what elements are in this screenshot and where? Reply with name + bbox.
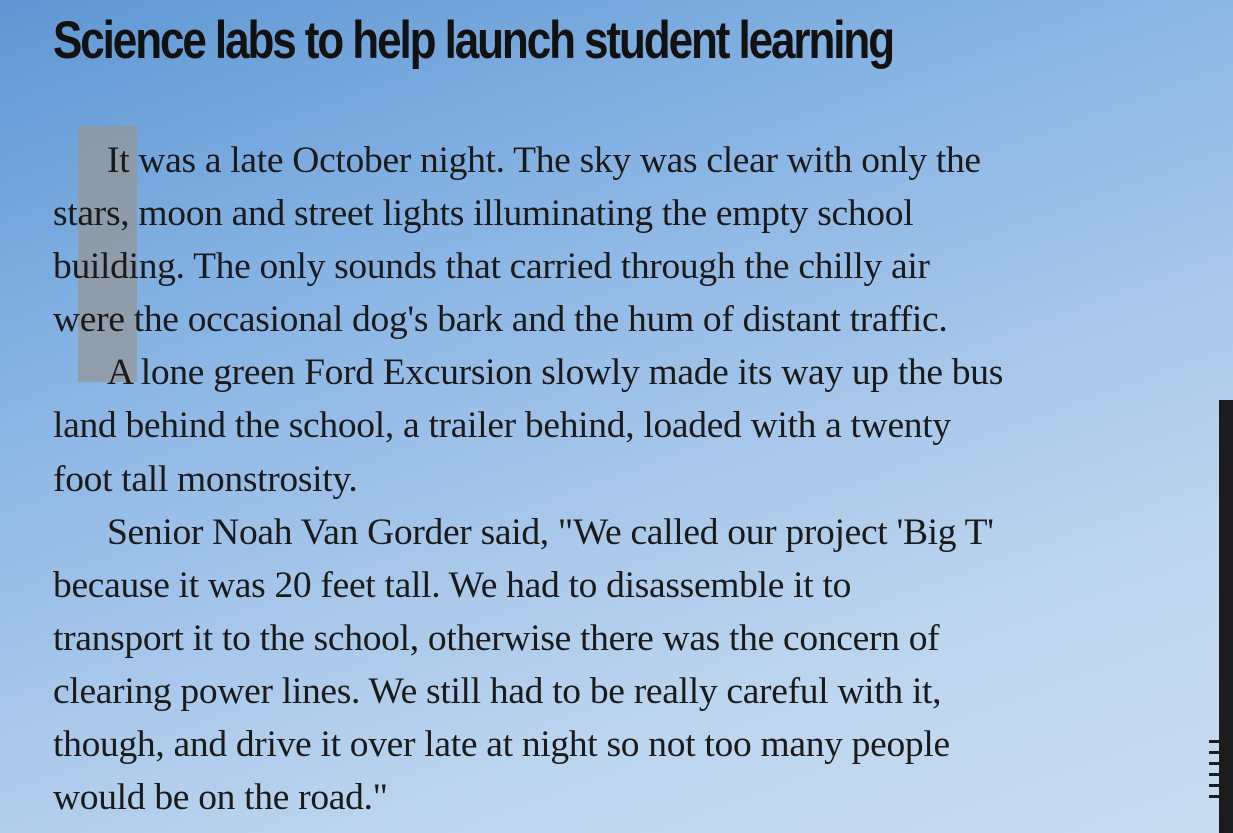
article-line: stars, moon and street lights illuminating the empty school — [53, 193, 914, 235]
page-edge-marks — [1209, 740, 1223, 820]
article-line: A lone green Ford Excursion slowly made its way up the bus — [107, 352, 1004, 394]
article-line: were the occasional dog's bark and the hum of distant traffic. — [53, 299, 948, 341]
article-line: land behind the school, a trailer behind, loaded with a twenty — [53, 405, 951, 447]
article-line: Senior Noah Van Gorder said, "We called our project 'Big T' — [107, 511, 994, 553]
article-line: clearing power lines. We still had to be really careful with it, — [53, 670, 942, 712]
article-body — [53, 134, 1223, 824]
article-headline: Science labs to help launch student learning — [53, 11, 894, 70]
article-line: transport it to the school, otherwise there was the concern of — [53, 617, 940, 659]
article-line: because it was 20 feet tall. We had to disassemble it to — [53, 564, 852, 606]
article-line: would be on the road." — [53, 777, 388, 819]
article-line: It was a late October night. The sky was clear with only the — [107, 140, 981, 181]
article-line: building. The only sounds that carried through the chilly air — [53, 246, 930, 288]
article-line: foot tall monstrosity. — [53, 458, 358, 500]
article-line: though, and drive it over late at night so not too many people — [53, 724, 950, 766]
